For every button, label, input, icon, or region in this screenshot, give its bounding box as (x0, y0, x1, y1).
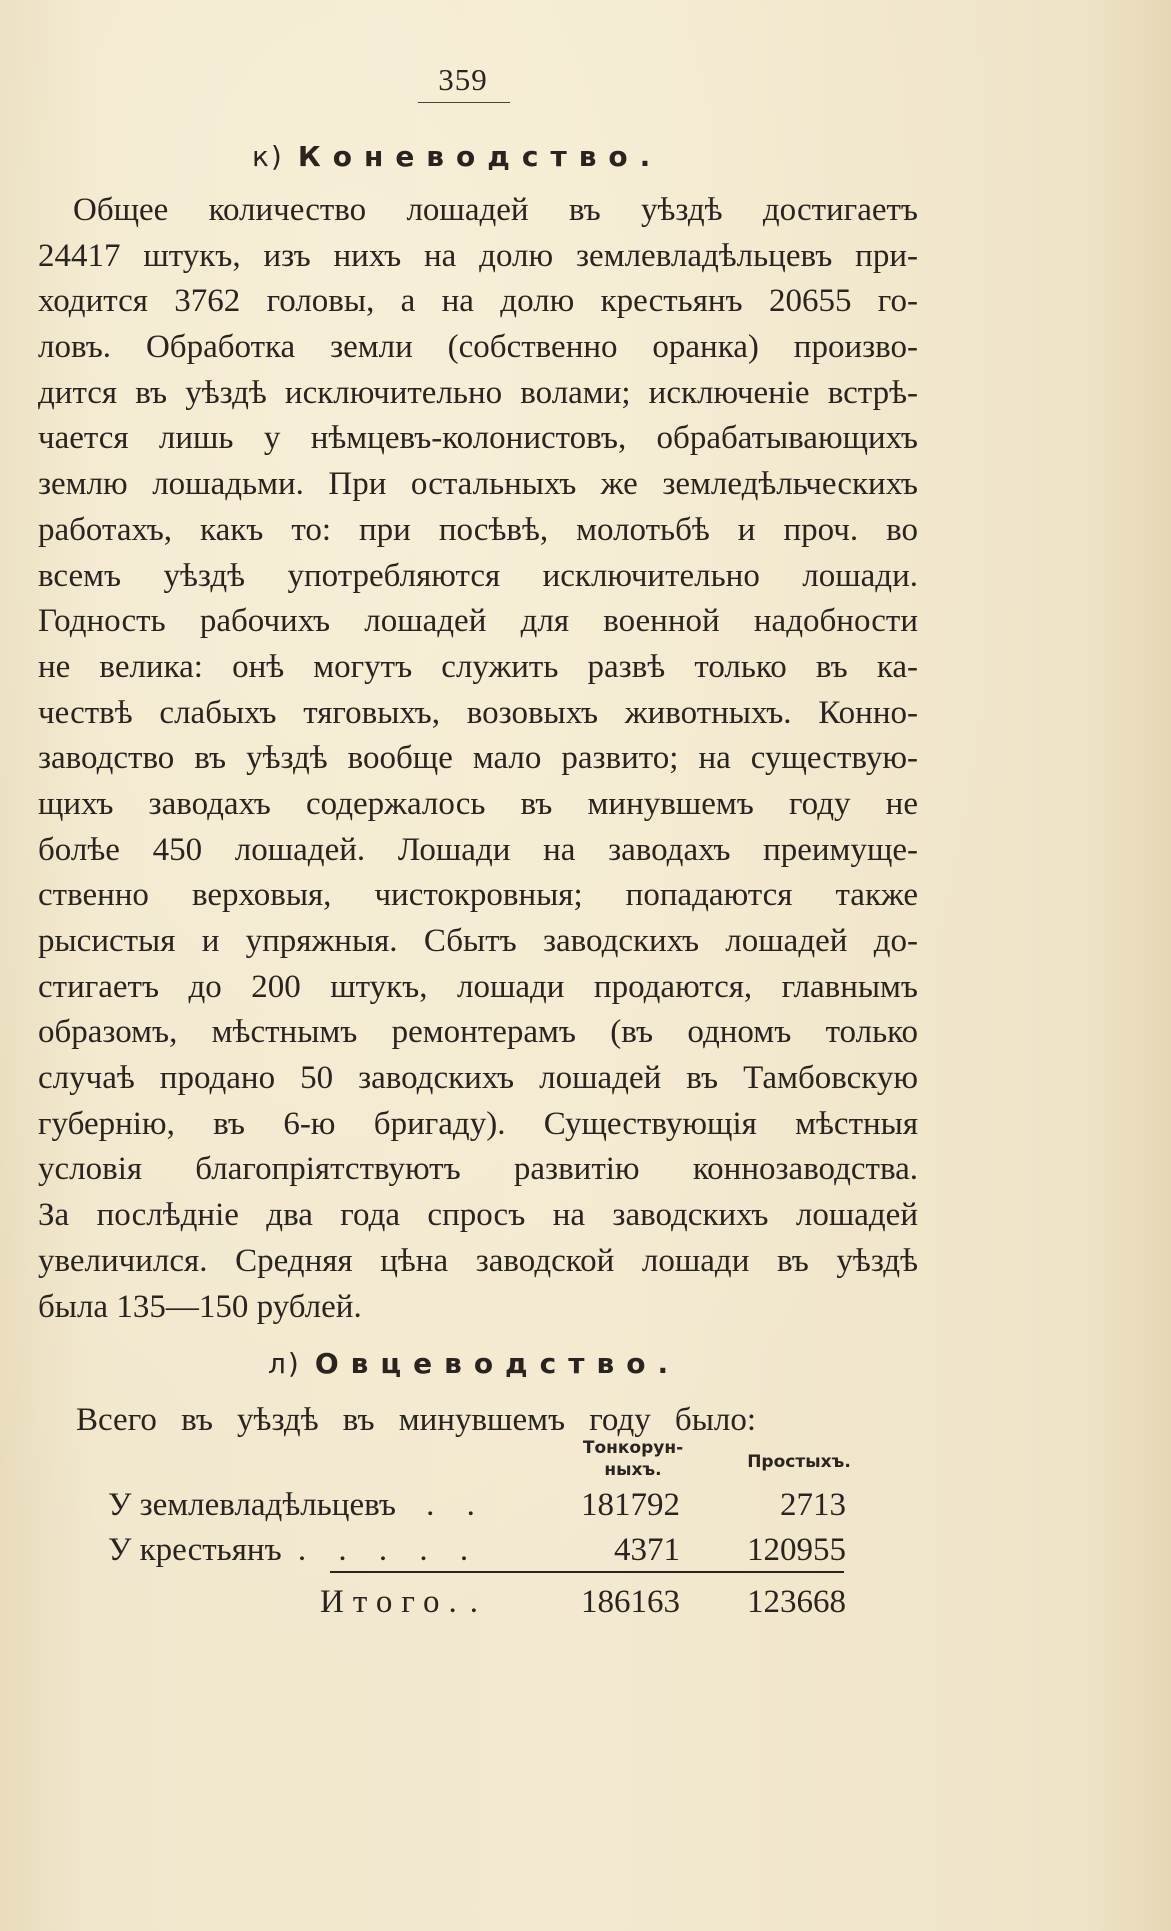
paragraph-line: работахъ, какъ то: при посѣвѣ, молотьбѣ и проч. во (38, 511, 918, 548)
paragraph-line: чествѣ слабыхъ тяговыхъ, возовыхъ животныхъ. Конно- (38, 694, 918, 731)
paragraph-line: заводство въ уѣздѣ вообще мало развито; на существую- (38, 740, 918, 777)
column-header-line: Тонкорун- (582, 1438, 684, 1458)
page-number-rule (418, 102, 510, 103)
paragraph-line: не велика: онѣ могутъ служить развѣ только въ ка- (38, 648, 918, 685)
paragraph-line: Общее количество лошадей въ уѣздѣ достигаетъ (73, 192, 918, 228)
paragraph-line: ственно верховыя, чистокровныя; попадаются также (38, 877, 918, 914)
paragraph-line: стигаетъ до 200 штукъ, лошади продаются, главнымъ (38, 968, 918, 1005)
paragraph-line: случаѣ продано 50 заводскихъ лошадей въ Тамбовскую (38, 1060, 918, 1097)
table-row-label (108, 1528, 480, 1572)
total-cell-fine: 186163 (581, 1584, 680, 1620)
paragraph-line: условія благопріятствуютъ развитію коннозаводства. (38, 1151, 918, 1188)
section-title: Коневодство. (297, 140, 663, 173)
paragraph-line: была 135—150 рублей. (38, 1288, 362, 1325)
section-title: Овцеводство. (314, 1347, 681, 1380)
table-cell-fine: 181792 (581, 1487, 680, 1523)
paragraph-horse-breeding (38, 188, 918, 1330)
table-intro: Всего въ уѣздѣ въ минувшемъ году было: (76, 1402, 756, 1438)
row-label-text: У землевладѣльцевъ (108, 1487, 396, 1523)
column-header-simple: Простыхъ. (747, 1452, 851, 1472)
page-number: 359 (438, 62, 488, 97)
table-row-label (108, 1483, 487, 1527)
table-cell-fine: 4371 (614, 1532, 680, 1568)
total-label-text: Итого. (320, 1584, 466, 1620)
paragraph-line: дится въ уѣздѣ исключительно волами; исключеніе встрѣ- (38, 374, 918, 411)
table-cell-simple: 120955 (747, 1532, 846, 1568)
paragraph-line: ходится 3762 головы, а на долю крестьянъ 20655 го- (38, 283, 918, 320)
paragraph-line: ловъ. Обработка земли (собственно оранка) произво- (38, 329, 918, 366)
table-cell-simple: 2713 (780, 1487, 846, 1523)
row-label-text: У крестьянъ (108, 1532, 282, 1568)
paragraph-line: болѣе 450 лошадей. Лошади на заводахъ преимуще- (38, 831, 918, 868)
paragraph-line: губернію, въ 6-ю бригаду). Существующія мѣстныя (38, 1105, 918, 1142)
paragraph-line: чается лишь у нѣмцевъ-колонистовъ, обрабатывающихъ (38, 420, 918, 457)
paragraph-line: Годность рабочихъ лошадей для военной надобности (38, 603, 918, 640)
total-cell-simple: 123668 (747, 1584, 846, 1620)
paragraph-line: образомъ, мѣстнымъ ремонтерамъ (въ одномъ только (38, 1014, 918, 1051)
paragraph-line: увеличился. Средняя цѣна заводской лошади въ уѣздѣ (38, 1242, 918, 1279)
total-row-label (320, 1580, 487, 1624)
column-header-line: ныхъ. (604, 1460, 662, 1480)
section-marker: к) (252, 140, 284, 173)
paragraph-line: землю лошадьми. При остальныхъ же земледѣльческихъ (38, 466, 918, 503)
column-header-fine-wool (568, 1437, 698, 1481)
paragraph-line: рысистыя и упряжныя. Сбытъ заводскихъ лошадей до- (38, 923, 918, 959)
paragraph-line: щихъ заводахъ содержалось въ минувшемъ году не (38, 785, 918, 822)
leader-dots: . . . . . (297, 1532, 481, 1568)
total-rule (330, 1571, 844, 1573)
section-heading-horse-breeding (252, 140, 662, 173)
leader-dots: . (469, 1584, 488, 1620)
leader-dots: . . (426, 1487, 487, 1523)
section-marker: л) (268, 1347, 301, 1380)
paragraph-line: всемъ уѣздѣ употребляются исключительно лошади. (38, 557, 918, 594)
paragraph-line: 24417 штукъ, изъ нихъ на долю землевладѣльцевъ при- (38, 237, 918, 274)
section-heading-sheep-breeding (268, 1347, 680, 1380)
paragraph-line: За послѣдніе два года спросъ на заводскихъ лошадей (38, 1197, 918, 1234)
